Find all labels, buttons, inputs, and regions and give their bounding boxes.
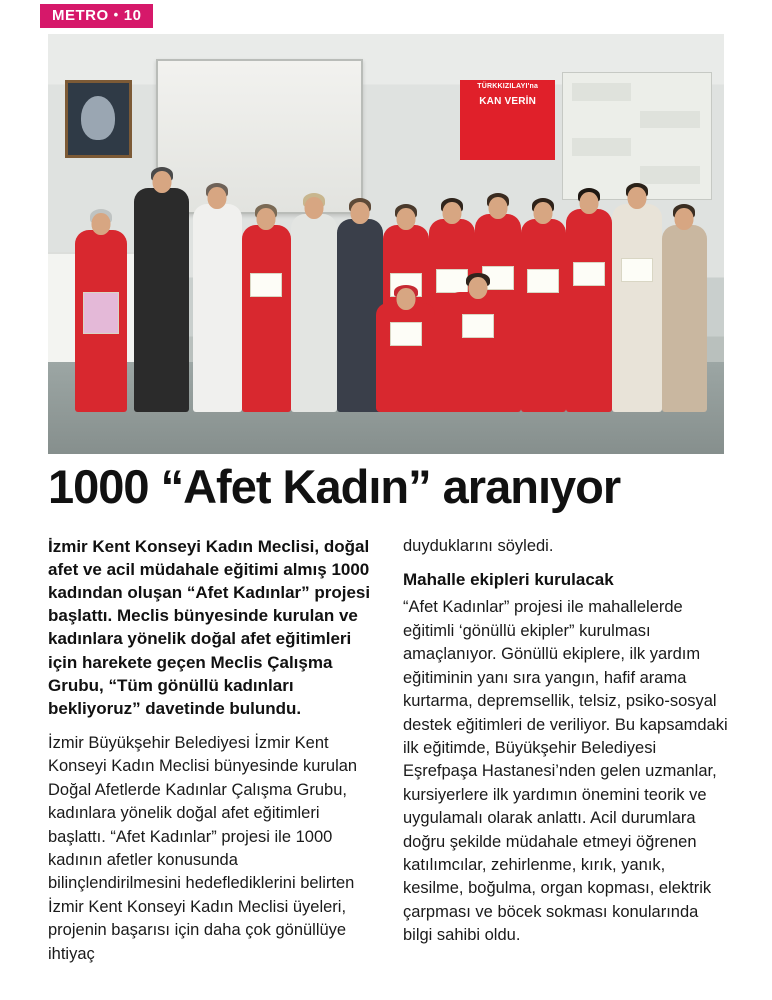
article-body-right: “Afet Kadınlar” projesi ile mahallelerde eğitimli ‘gönüllü ekipler” kurulması amaçlanıyor. Gönüllü ekiplere, ilk yardım eğitiminin yanı sıra yangın, hafif arama kurtarma, depremsellik, telsiz, psiko-sosyal destek eğitimleri de veriliyor. Bu kapsamdaki ilk eğitimde, Büyükşehir Belediyesi Eşrefpaşa Hastanesi’nden gelen uzmanlar, kursiyerlere ilk yardımın önemini teorik ve uygulamalı olarak anlattı. Acil durumlara doğru şekilde müdahale etmeyi öğrenen katılımcılar, zehirlenme, kırık, yanık, kesilme, boğulma, organ kopması, elektrik çarpması ve böcek sokması konularında bilgi sahibi oldu.	[403, 598, 728, 945]
column-right	[403, 535, 728, 976]
section-label: METRO	[52, 7, 109, 24]
banner-line-1: TÜRKKIZILAYI'na	[477, 83, 539, 91]
person	[242, 225, 291, 412]
person	[662, 225, 708, 412]
blood-donation-banner	[460, 80, 555, 160]
person	[134, 188, 190, 412]
article-lede: İzmir Kent Konseyi Kadın Meclisi, doğal afet ve acil müdahale eğitimi almış 1000 kadından oluşan “Afet Kadınlar” projesi başlattı. Meclis bünyesinde kurulan ve kadınlara yönelik doğal afet eğitimleri için harekete geçen Meclis Çalışma Grubu, “Tüm gönüllü kadınları bekliyoruz” davetinde bulundu.	[48, 537, 371, 718]
banner-line-2: KAN VERİN	[479, 96, 537, 108]
wall-portrait	[65, 80, 132, 157]
person	[193, 204, 242, 412]
person-kneeling	[376, 303, 435, 412]
page-title: 1000 “Afet Kadın” aranıyor	[48, 460, 621, 513]
board-row	[640, 111, 699, 129]
person	[291, 214, 337, 412]
section-separator-dot: •	[113, 7, 119, 22]
article-photo	[48, 34, 724, 454]
photo-scene	[48, 34, 724, 454]
person-kneeling	[448, 292, 507, 412]
page-number: 10	[123, 7, 142, 24]
person	[612, 204, 661, 412]
article-subheading: Mahalle ekipleri kurulacak	[403, 570, 614, 590]
article-body-left: İzmir Büyükşehir Belediyesi İzmir Kent Konseyi Kadın Meclisi bünyesinde kurulan Doğal Afetlerde Kadınlar Çalışma Grubu, kadınlara yönelik doğal afet eğitimleri başlattı. “Afet Kadınlar” projesi ile 1000 kadının afetler konusunda bilinçlendirilmesini hedeflediklerini belirten İzmir Kent Konseyi Kadın Meclisi üyeleri, projenin başarısı için daha çok gönüllüye ihtiyaç	[48, 733, 358, 963]
person	[521, 219, 567, 412]
board-row	[572, 83, 631, 101]
people-group	[62, 152, 718, 412]
person	[75, 230, 127, 412]
section-header-flag	[40, 4, 153, 28]
article-body-continued: duyduklarını söyledi.	[403, 537, 554, 555]
article-columns	[48, 535, 728, 976]
person	[566, 209, 612, 412]
column-left	[48, 535, 373, 976]
